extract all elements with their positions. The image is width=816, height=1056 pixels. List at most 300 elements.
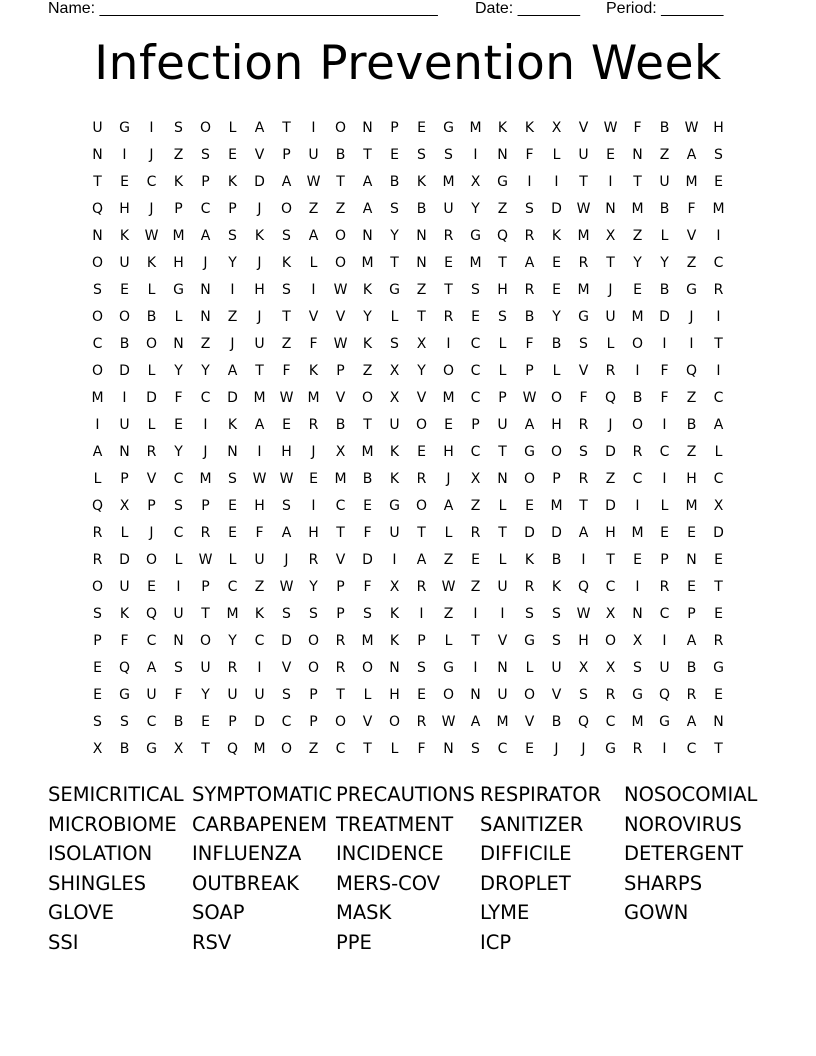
grid-letter: U xyxy=(92,119,103,136)
grid-letter: Y xyxy=(228,632,237,649)
grid-letter: R xyxy=(713,632,724,649)
grid-letter: E xyxy=(471,308,480,325)
grid-letter: O xyxy=(604,632,617,649)
grid-letter: L xyxy=(525,659,534,676)
grid-letter: B xyxy=(659,281,670,298)
grid-letter: R xyxy=(632,740,643,757)
grid-letter: E xyxy=(660,524,669,541)
grid-letter: Y xyxy=(633,254,642,271)
grid-letter: C xyxy=(605,713,616,730)
grid-letter: S xyxy=(93,713,102,730)
grid-letter: N xyxy=(686,551,697,568)
grid-letter: O xyxy=(361,389,374,406)
grid-letter: O xyxy=(145,551,158,568)
grid-letter: P xyxy=(228,713,237,730)
grid-letter: N xyxy=(497,470,508,487)
grid-letter: S xyxy=(525,605,534,622)
grid-letter: Z xyxy=(443,605,454,622)
grid-letter: G xyxy=(119,119,130,136)
grid-letter: P xyxy=(390,119,399,136)
grid-letter: E xyxy=(471,551,480,568)
grid-letter: G xyxy=(578,308,589,325)
grid-letter: Q xyxy=(577,713,590,730)
date-field: Date: _______ xyxy=(475,0,580,17)
grid-letter: J xyxy=(446,470,451,487)
grid-letter: G xyxy=(443,659,454,676)
grid-letter: S xyxy=(444,146,453,163)
grid-letter: R xyxy=(443,227,454,244)
grid-letter: D xyxy=(146,389,157,406)
grid-letter: E xyxy=(417,119,426,136)
grid-letter: E xyxy=(552,281,561,298)
grid-letter: B xyxy=(659,200,670,217)
grid-letter: U xyxy=(497,686,508,703)
grid-letter: C xyxy=(713,389,724,406)
grid-letter: I xyxy=(662,335,667,352)
grid-letter: I xyxy=(95,416,100,433)
grid-letter: F xyxy=(282,362,291,379)
grid-letter: F xyxy=(255,524,264,541)
grid-letter: F xyxy=(174,389,183,406)
grid-letter: D xyxy=(254,713,265,730)
grid-letter: S xyxy=(498,308,507,325)
grid-letter: H xyxy=(686,470,697,487)
word-list-item: TREATMENT xyxy=(336,812,454,836)
grid-letter: Z xyxy=(632,227,643,244)
grid-letter: P xyxy=(336,605,345,622)
grid-letter: M xyxy=(631,308,644,325)
grid-letter: S xyxy=(174,659,183,676)
grid-letter: P xyxy=(336,362,345,379)
grid-letter: D xyxy=(119,551,130,568)
grid-letter: C xyxy=(470,443,481,460)
grid-letter: S xyxy=(552,632,561,649)
grid-letter: R xyxy=(659,578,670,595)
grid-letter: Z xyxy=(686,389,697,406)
grid-letter: Q xyxy=(577,578,590,595)
grid-letter: T xyxy=(336,524,345,541)
grid-letter: O xyxy=(91,254,104,271)
grid-letter: P xyxy=(201,497,210,514)
grid-letter: P xyxy=(201,173,210,190)
grid-letter: R xyxy=(524,281,535,298)
grid-letter: Z xyxy=(416,281,427,298)
grid-letter: H xyxy=(254,281,265,298)
grid-letter: M xyxy=(361,632,374,649)
grid-letter: O xyxy=(361,659,374,676)
grid-letter: M xyxy=(253,740,266,757)
grid-letter: S xyxy=(579,686,588,703)
grid-letter: Q xyxy=(118,659,131,676)
grid-letter: J xyxy=(689,308,694,325)
grid-letter: U xyxy=(254,335,265,352)
grid-letter: D xyxy=(524,524,535,541)
grid-letter: T xyxy=(390,254,399,271)
grid-letter: K xyxy=(281,254,292,271)
grid-letter: E xyxy=(714,605,723,622)
grid-letter: N xyxy=(416,227,427,244)
grid-letter: A xyxy=(578,524,589,541)
word-list-item: SHARPS xyxy=(624,871,703,895)
grid-letter: M xyxy=(442,173,455,190)
grid-letter: I xyxy=(392,551,397,568)
grid-letter: I xyxy=(203,416,208,433)
grid-letter: O xyxy=(631,335,644,352)
grid-letter: A xyxy=(362,200,373,217)
grid-letter: F xyxy=(525,335,534,352)
grid-letter: R xyxy=(227,659,238,676)
grid-letter: N xyxy=(713,713,724,730)
grid-letter: J xyxy=(284,551,289,568)
grid-letter: X xyxy=(605,605,616,622)
grid-letter: T xyxy=(93,173,102,190)
grid-letter: Y xyxy=(417,362,426,379)
word-list-item: INCIDENCE xyxy=(336,842,444,866)
grid-letter: X xyxy=(416,335,427,352)
grid-letter: O xyxy=(280,200,293,217)
grid-letter: P xyxy=(471,416,480,433)
grid-letter: K xyxy=(254,605,265,622)
grid-letter: P xyxy=(228,200,237,217)
grid-letter: H xyxy=(578,632,589,649)
grid-letter: Q xyxy=(91,200,104,217)
grid-letter: B xyxy=(416,200,427,217)
grid-letter: R xyxy=(335,632,346,649)
grid-letter: B xyxy=(551,335,562,352)
grid-letter: X xyxy=(605,659,616,676)
grid-letter: Q xyxy=(496,227,509,244)
grid-letter: T xyxy=(498,254,507,271)
grid-letter: L xyxy=(660,227,669,244)
grid-letter: V xyxy=(524,713,535,730)
grid-letter: F xyxy=(525,146,534,163)
grid-letter: R xyxy=(605,362,616,379)
grid-letter: A xyxy=(686,632,697,649)
grid-letter: X xyxy=(119,497,130,514)
grid-letter: T xyxy=(282,308,291,325)
grid-letter: S xyxy=(93,605,102,622)
grid-letter: A xyxy=(227,362,238,379)
grid-letter: O xyxy=(307,659,320,676)
grid-letter: C xyxy=(335,497,346,514)
grid-letter: E xyxy=(282,416,291,433)
word-list-item: GOWN xyxy=(624,901,689,925)
grid-letter: O xyxy=(334,713,347,730)
word-list-item: LYME xyxy=(480,901,530,925)
grid-letter: H xyxy=(119,200,130,217)
grid-letter: F xyxy=(687,200,696,217)
grid-letter: G xyxy=(713,659,724,676)
grid-letter: K xyxy=(308,362,319,379)
grid-letter: Q xyxy=(658,686,671,703)
grid-letter: B xyxy=(659,119,670,136)
grid-letter: R xyxy=(632,443,643,460)
grid-letter: I xyxy=(527,173,532,190)
grid-letter: Z xyxy=(605,470,616,487)
grid-letter: E xyxy=(174,416,183,433)
grid-letter: C xyxy=(200,389,211,406)
grid-letter: C xyxy=(227,578,238,595)
word-list-item: INFLUENZA xyxy=(192,842,302,866)
grid-letter: L xyxy=(147,416,156,433)
grid-letter: F xyxy=(363,578,372,595)
grid-letter: E xyxy=(714,173,723,190)
grid-letter: K xyxy=(524,119,535,136)
grid-letter: M xyxy=(631,200,644,217)
grid-letter: J xyxy=(203,254,208,271)
word-list-item: GLOVE xyxy=(48,901,114,925)
grid-letter: K xyxy=(227,173,238,190)
grid-letter: I xyxy=(473,659,478,676)
grid-letter: R xyxy=(416,578,427,595)
word-list-item: MICROBIOME xyxy=(48,812,177,836)
grid-letter: L xyxy=(660,497,669,514)
grid-letter: K xyxy=(497,119,508,136)
grid-letter: S xyxy=(201,146,210,163)
grid-letter: M xyxy=(361,443,374,460)
grid-letter: N xyxy=(470,686,481,703)
grid-letter: I xyxy=(554,173,559,190)
word-list-item: DIFFICILE xyxy=(480,842,572,866)
grid-letter: L xyxy=(174,308,183,325)
grid-letter: K xyxy=(551,578,562,595)
grid-letter: L xyxy=(606,335,615,352)
grid-letter: W xyxy=(441,713,456,730)
grid-letter: B xyxy=(119,335,130,352)
grid-letter: H xyxy=(254,497,265,514)
grid-letter: E xyxy=(120,281,129,298)
grid-letter: U xyxy=(200,659,211,676)
grid-letter: S xyxy=(282,227,291,244)
word-list-item: PRECAUTIONS xyxy=(336,783,475,806)
grid-letter: F xyxy=(120,632,129,649)
grid-letter: G xyxy=(389,497,400,514)
grid-letter: J xyxy=(149,146,154,163)
grid-letter: K xyxy=(254,227,265,244)
grid-letter: B xyxy=(551,551,562,568)
grid-letter: R xyxy=(92,551,103,568)
grid-letter: S xyxy=(174,497,183,514)
grid-letter: I xyxy=(122,389,127,406)
grid-letter: D xyxy=(551,524,562,541)
grid-letter: V xyxy=(146,470,157,487)
grid-letter: R xyxy=(713,281,724,298)
grid-letter: L xyxy=(363,686,372,703)
grid-letter: C xyxy=(146,632,157,649)
grid-letter: U xyxy=(254,551,265,568)
grid-letter: F xyxy=(417,740,426,757)
grid-letter: O xyxy=(550,389,563,406)
grid-letter: L xyxy=(309,254,318,271)
grid-letter: G xyxy=(686,281,697,298)
grid-letter: W xyxy=(198,551,213,568)
grid-letter: L xyxy=(714,443,723,460)
grid-letter: Y xyxy=(363,308,372,325)
grid-letter: U xyxy=(227,686,238,703)
word-list-item: SEMICRITICAL xyxy=(48,783,184,806)
grid-letter: X xyxy=(470,173,481,190)
word-list-item: SSI xyxy=(48,930,79,954)
grid-letter: A xyxy=(92,443,103,460)
grid-letter: B xyxy=(119,740,130,757)
grid-letter: E xyxy=(552,254,561,271)
grid-letter: L xyxy=(498,551,507,568)
grid-letter: G xyxy=(497,173,508,190)
grid-letter: W xyxy=(576,605,591,622)
grid-letter: I xyxy=(662,416,667,433)
grid-letter: A xyxy=(281,524,292,541)
grid-letter: E xyxy=(714,686,723,703)
word-list-item: MERS-COV xyxy=(336,871,441,895)
grid-letter: J xyxy=(149,200,154,217)
grid-letter: Z xyxy=(281,335,292,352)
grid-letter: O xyxy=(91,362,104,379)
grid-letter: Q xyxy=(685,362,698,379)
word-list-item: SOAP xyxy=(192,901,245,925)
grid-letter: E xyxy=(687,524,696,541)
grid-letter: Y xyxy=(552,308,561,325)
grid-letter: S xyxy=(282,497,291,514)
grid-letter: C xyxy=(470,389,481,406)
grid-letter: R xyxy=(578,416,589,433)
grid-letter: W xyxy=(522,389,537,406)
grid-letter: D xyxy=(551,200,562,217)
grid-letter: X xyxy=(578,659,589,676)
grid-letter: Y xyxy=(390,227,399,244)
grid-letter: O xyxy=(388,713,401,730)
grid-letter: W xyxy=(576,200,591,217)
grid-letter: G xyxy=(119,686,130,703)
grid-letter: K xyxy=(362,281,373,298)
word-list-item: SYMPTOMATIC xyxy=(192,783,333,806)
word-list-item: RESPIRATOR xyxy=(480,783,602,806)
grid-letter: U xyxy=(173,605,184,622)
grid-letter: F xyxy=(660,389,669,406)
student-info-header xyxy=(0,0,816,20)
grid-letter: I xyxy=(311,119,316,136)
grid-letter: N xyxy=(227,443,238,460)
grid-letter: E xyxy=(525,497,534,514)
grid-letter: O xyxy=(118,308,131,325)
grid-letter: U xyxy=(119,578,130,595)
grid-letter: G xyxy=(605,740,616,757)
grid-letter: Z xyxy=(686,443,697,460)
grid-letter: E xyxy=(687,578,696,595)
grid-letter: C xyxy=(686,740,697,757)
grid-letter: O xyxy=(442,686,455,703)
grid-letter: N xyxy=(173,335,184,352)
grid-letter: U xyxy=(119,416,130,433)
grid-letter: A xyxy=(686,146,697,163)
grid-letter: W xyxy=(144,227,159,244)
grid-letter: P xyxy=(201,578,210,595)
grid-letter: Z xyxy=(227,308,238,325)
grid-letter: H xyxy=(497,281,508,298)
grid-letter: B xyxy=(362,470,373,487)
grid-letter: S xyxy=(282,605,291,622)
word-list-item: ISOLATION xyxy=(48,842,153,866)
grid-letter: M xyxy=(685,497,698,514)
name-field: Name: ______________________________________ xyxy=(48,0,438,17)
grid-letter: S xyxy=(525,200,534,217)
grid-letter: O xyxy=(550,443,563,460)
grid-letter: E xyxy=(390,146,399,163)
grid-letter: U xyxy=(119,254,130,271)
grid-letter: U xyxy=(308,146,319,163)
grid-letter: X xyxy=(713,497,724,514)
grid-letter: T xyxy=(498,443,507,460)
grid-letter: Z xyxy=(497,200,508,217)
grid-letter: H xyxy=(551,416,562,433)
grid-letter: M xyxy=(685,173,698,190)
grid-letter: X xyxy=(605,227,616,244)
grid-letter: L xyxy=(552,146,561,163)
grid-letter: P xyxy=(147,497,156,514)
grid-letter: T xyxy=(498,524,507,541)
grid-letter: H xyxy=(389,686,400,703)
grid-letter: V xyxy=(497,632,508,649)
grid-letter: O xyxy=(334,227,347,244)
grid-letter: V xyxy=(686,227,697,244)
grid-letter: E xyxy=(309,470,318,487)
grid-letter: C xyxy=(146,173,157,190)
grid-letter: B xyxy=(686,659,697,676)
grid-letter: E xyxy=(228,146,237,163)
grid-letter: N xyxy=(362,119,373,136)
grid-letter: N xyxy=(416,254,427,271)
grid-letter: I xyxy=(473,605,478,622)
grid-letter: F xyxy=(174,686,183,703)
grid-letter: C xyxy=(92,335,103,352)
grid-letter: L xyxy=(444,632,453,649)
grid-letter: S xyxy=(633,659,642,676)
grid-letter: V xyxy=(335,389,346,406)
grid-letter: I xyxy=(311,497,316,514)
grid-letter: B xyxy=(335,146,346,163)
grid-letter: R xyxy=(578,254,589,271)
grid-letter: H xyxy=(281,443,292,460)
grid-letter: J xyxy=(608,281,613,298)
grid-letter: M xyxy=(577,227,590,244)
grid-letter: M xyxy=(496,713,509,730)
grid-letter: S xyxy=(282,686,291,703)
grid-letter: J xyxy=(257,308,262,325)
grid-letter: E xyxy=(417,686,426,703)
grid-letter: L xyxy=(147,362,156,379)
grid-letter: I xyxy=(662,632,667,649)
grid-letter: N xyxy=(92,227,103,244)
grid-letter: R xyxy=(92,524,103,541)
grid-letter: D xyxy=(281,632,292,649)
grid-letter: N xyxy=(632,146,643,163)
word-list-item: MASK xyxy=(336,901,392,925)
grid-letter: K xyxy=(524,551,535,568)
grid-letter: A xyxy=(254,119,265,136)
grid-letter: H xyxy=(173,254,184,271)
grid-letter: Z xyxy=(308,740,319,757)
grid-letter: S xyxy=(228,227,237,244)
grid-letter: Y xyxy=(309,578,318,595)
grid-letter: C xyxy=(281,713,292,730)
grid-letter: D xyxy=(605,497,616,514)
grid-letter: A xyxy=(524,254,535,271)
grid-letter: E xyxy=(228,524,237,541)
grid-letter: X xyxy=(389,389,400,406)
grid-letter: I xyxy=(473,146,478,163)
grid-letter: F xyxy=(363,524,372,541)
grid-letter: P xyxy=(552,470,561,487)
grid-letter: F xyxy=(660,362,669,379)
